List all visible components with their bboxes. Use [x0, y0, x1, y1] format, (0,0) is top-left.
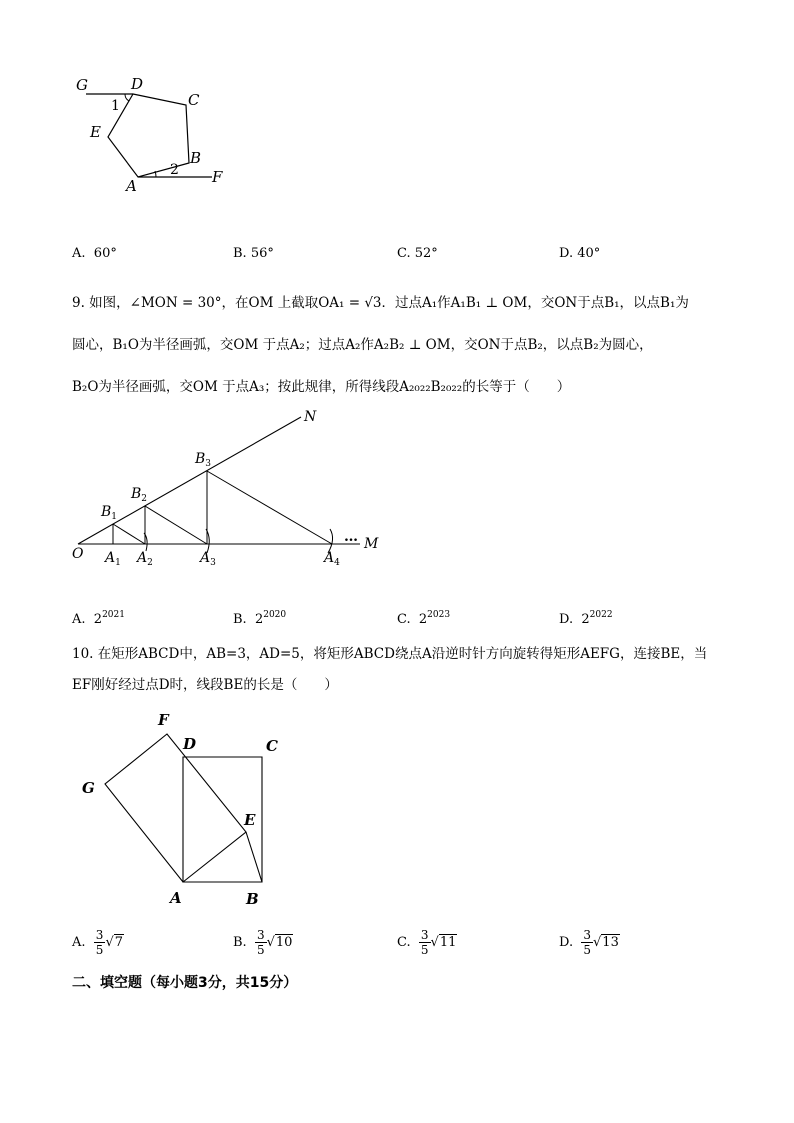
- label-F: F: [212, 168, 223, 186]
- square-root: √11: [430, 935, 457, 950]
- section-2-heading: 二、填空题（每小题3分，共15分）: [72, 975, 298, 991]
- label-A: A: [170, 889, 182, 907]
- label-A2: $A_2$: [137, 550, 153, 568]
- q9-option-b[interactable]: B. $2^{2020}$: [233, 610, 287, 627]
- label-D: D: [131, 75, 144, 93]
- label-C: C: [266, 737, 278, 755]
- fraction: $\frac{3}{5}$: [95, 928, 104, 957]
- label-O: O: [72, 546, 84, 562]
- q8-option-a[interactable]: A. 60°: [72, 246, 117, 261]
- fraction: $\frac{3}{5}$: [583, 928, 591, 957]
- label-A1: $A_1$: [105, 550, 121, 568]
- label-B3: $B_3$: [195, 451, 212, 469]
- label-E: E: [90, 123, 101, 141]
- q10-option-c[interactable]: C. $\frac{3}{5}$ √11: [397, 928, 457, 957]
- label-G: G: [82, 779, 95, 797]
- q9-line-1: 9. 如图，∠MON = 30°，在OM 上截取OA₁ = √3．过点A₁作A₁B₁ ⊥ OM，交ON于点B₁，以点B₁为: [72, 295, 689, 311]
- q10-option-b[interactable]: B. $\frac{3}{5}$ √10: [233, 928, 293, 957]
- pentagon-figure: [70, 70, 240, 200]
- square-root: √13: [593, 935, 619, 950]
- angle-construction-figure: [68, 405, 388, 575]
- q8-option-b[interactable]: B. 56°: [233, 246, 274, 261]
- label-F: F: [158, 711, 169, 729]
- q9-line-3: B₂O为半径画弧，交OM 于点A₃；按此规律，所得线段A₂₀₂₂B₂₀₂₂的长等于（ ）: [72, 379, 571, 395]
- fraction: $\frac{3}{5}$: [420, 928, 429, 957]
- label-E: E: [244, 811, 256, 829]
- label-D: D: [183, 735, 197, 753]
- label-N: N: [304, 409, 317, 425]
- q9-option-d[interactable]: D. $2^{2022}$: [559, 610, 613, 627]
- label-C: C: [188, 91, 200, 109]
- rotated-rectangle-figure: [76, 705, 296, 910]
- q10-option-a[interactable]: A. $\frac{3}{5}$ √7: [72, 928, 124, 957]
- angle-1-label: 1: [111, 98, 120, 114]
- label-G: G: [76, 76, 88, 94]
- label-M: M: [364, 536, 379, 552]
- label-B: B: [246, 890, 259, 908]
- q9-option-c[interactable]: C. $2^{2023}$: [397, 610, 451, 627]
- q10-option-d[interactable]: D. $\frac{3}{5}$ √13: [559, 928, 619, 957]
- q9-line-2: 圆心，B₁O为半径画弧，交OM 于点A₂；过点A₂作A₂B₂ ⊥ OM，交ON于点B₂，以点B₂为圆心，: [72, 337, 653, 353]
- q10-line-2: EF刚好经过点D时，线段BE的长是（ ）: [72, 677, 338, 693]
- angle-2-label: 2: [170, 162, 179, 178]
- label-A3: $A_3$: [200, 550, 216, 568]
- q10-line-1: 10. 在矩形ABCD中，AB=3，AD=5，将矩形ABCD绕点A沿逆时针方向旋转得矩形AEFG，连接BE，当: [72, 646, 708, 662]
- square-root: √10: [266, 935, 293, 950]
- q9-option-a[interactable]: A. $2^{2021}$: [72, 610, 125, 627]
- label-B1: $B_1$: [101, 504, 118, 522]
- continuation-dots: …: [344, 529, 358, 545]
- q8-option-c[interactable]: C. 52°: [397, 246, 438, 261]
- fraction: $\frac{3}{5}$: [256, 928, 265, 957]
- label-B2: $B_2$: [131, 486, 148, 504]
- label-B: B: [190, 149, 202, 167]
- label-A4: $A_4$: [324, 550, 340, 568]
- label-A: A: [126, 177, 137, 195]
- q8-option-d[interactable]: D. 40°: [559, 246, 601, 261]
- square-root: √7: [105, 935, 124, 950]
